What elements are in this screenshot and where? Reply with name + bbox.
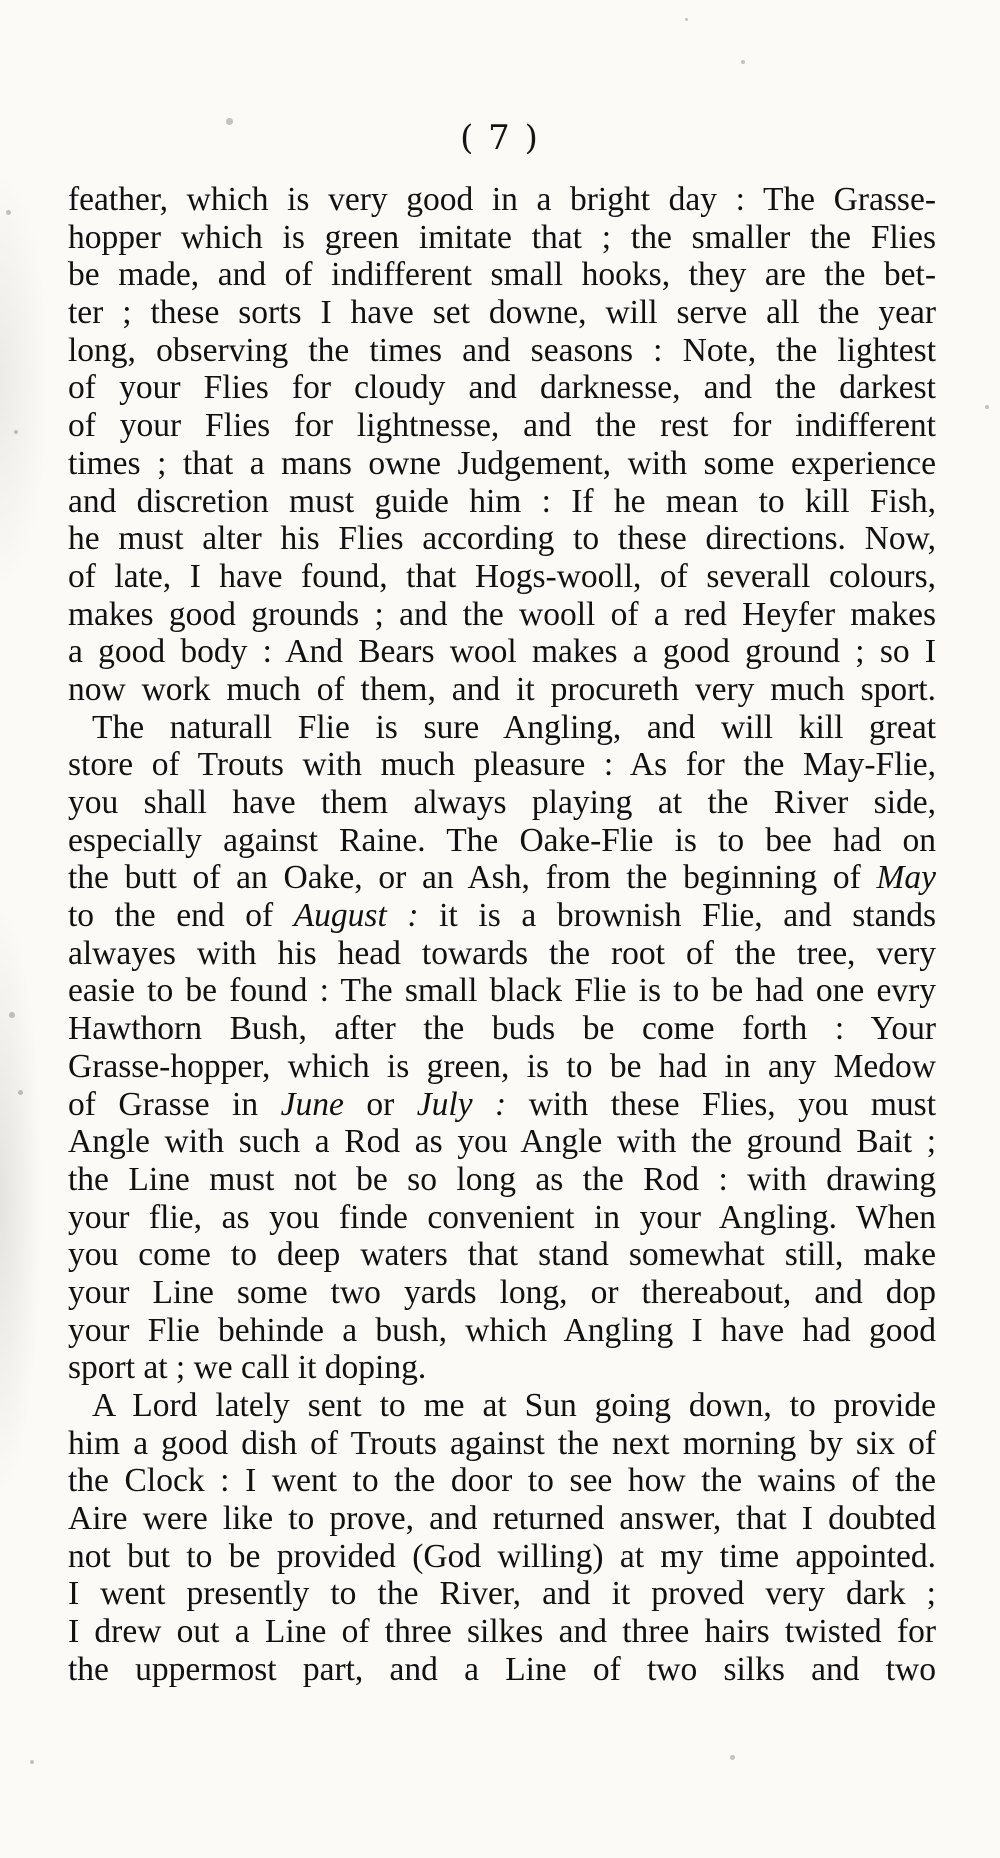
text-line: him a good dish of Trouts against the next morning by six of [68,1424,936,1462]
text-line: ter ; these sorts I have set downe, will serve all the year [68,294,936,332]
text-line: long, observing the times and seasons : Note, the lightest [68,331,936,369]
paper-speck [9,1012,15,1018]
text-line: now work much of them, and it procureth very much sport. [68,670,936,708]
text-line: Angle with such a Rod as you Angle with the ground Bait ; [68,1123,936,1161]
text-line: your flie, as you finde convenient in your Angling. When [68,1198,936,1236]
body-text [68,181,936,1689]
page-number: ( 7 ) [460,118,540,158]
text-run: it is a brownish Flie, and stands [418,897,936,935]
text-line: be made, and of indifferent small hooks, they are the bet- [68,256,936,294]
paper-speck [985,405,989,409]
text-line: Aire were like to prove, and returned answer, that I doubted [68,1500,936,1538]
text-line: sport at ; we call it doping. [68,1349,427,1387]
text-line: times ; that a mans owne Judgement, with some experience [68,444,936,482]
text-line: I went presently to the River, and it proved very dark ; [68,1575,936,1613]
text-line: your Flie behinde a bush, which Angling I have had good [68,1311,936,1349]
text-line: you shall have them always playing at the River side, [68,784,936,821]
text-line: the uppermost part, and a Line of two silks and two [68,1650,936,1688]
italic-word: July : [416,1085,507,1123]
text-line: makes good grounds ; and the wooll of a red Heyfer makes [68,595,936,633]
text-run: or [343,1085,417,1123]
text-line: especially against Raine. The Oake-Flie is to bee had on [68,821,936,859]
text-line: hopper which is green imitate that ; the smaller the Flies [68,218,936,256]
paper-speck [18,1090,23,1095]
text-line: store of Trouts with much pleasure : As for the May-Flie, [68,746,936,784]
text-run: the butt of an Oake, or an Ash, from the beginning of [68,859,877,897]
text-line: your Line some two yards long, or thereabout, and dop [68,1273,936,1311]
text-line: not but to be provided (God willing) at my time appointed. [68,1537,936,1575]
paper-speck [685,18,688,21]
text-line [68,1086,936,1124]
text-line: of late, I have found, that Hogs-wooll, of severall colours, [68,557,936,595]
text-line: A Lord lately sent to me at Sun going down, to provide [92,1387,936,1424]
text-run: to the end of [68,897,294,935]
text-run: with these Flies, you must [506,1085,937,1123]
text-line: and discretion must guide him : If he mean to kill Fish, [68,482,936,520]
italic-word: May [876,859,936,897]
text-line: Hawthorn Bush, after the buds be come forth : Your [68,1010,936,1048]
text-line [68,897,936,935]
paper-speck [6,210,11,215]
text-line: he must alter his Flies according to these directions. Now, [68,520,936,558]
text-line: a good body : And Bears wool makes a good ground ; so I [68,633,936,671]
text-line: feather, which is very good in a bright day : The Grasse- [68,181,936,218]
text-line: I drew out a Line of three silkes and three hairs twisted for [68,1613,936,1651]
text-line: easie to be found : The small black Flie is to be had one evry [68,972,936,1010]
text-line: of your Flies for cloudy and darknesse, and the darkest [68,369,936,407]
text-line: the Clock : I went to the door to see how the wains of the [68,1462,936,1500]
italic-word: June [280,1085,344,1123]
text-line: you come to deep waters that stand somewhat still, make [68,1236,936,1274]
paper-speck [741,60,745,64]
text-line: alwayes with his head towards the root of the tree, very [68,934,936,972]
text-line: Grasse-hopper, which is green, is to be had in any Medow [68,1047,936,1085]
paper-speck [730,1755,735,1760]
paper-speck [14,430,18,434]
paper-speck [30,1760,34,1764]
text-run: of Grasse in [68,1085,281,1123]
text-line: of your Flies for lightnesse, and the rest for indifferent [68,407,936,445]
text-line: The naturall Flie is sure Angling, and will kill great [92,708,936,746]
text-line: the Line must not be so long as the Rod : with drawing [68,1160,936,1198]
text-line [68,859,936,897]
italic-word: August : [293,897,419,935]
